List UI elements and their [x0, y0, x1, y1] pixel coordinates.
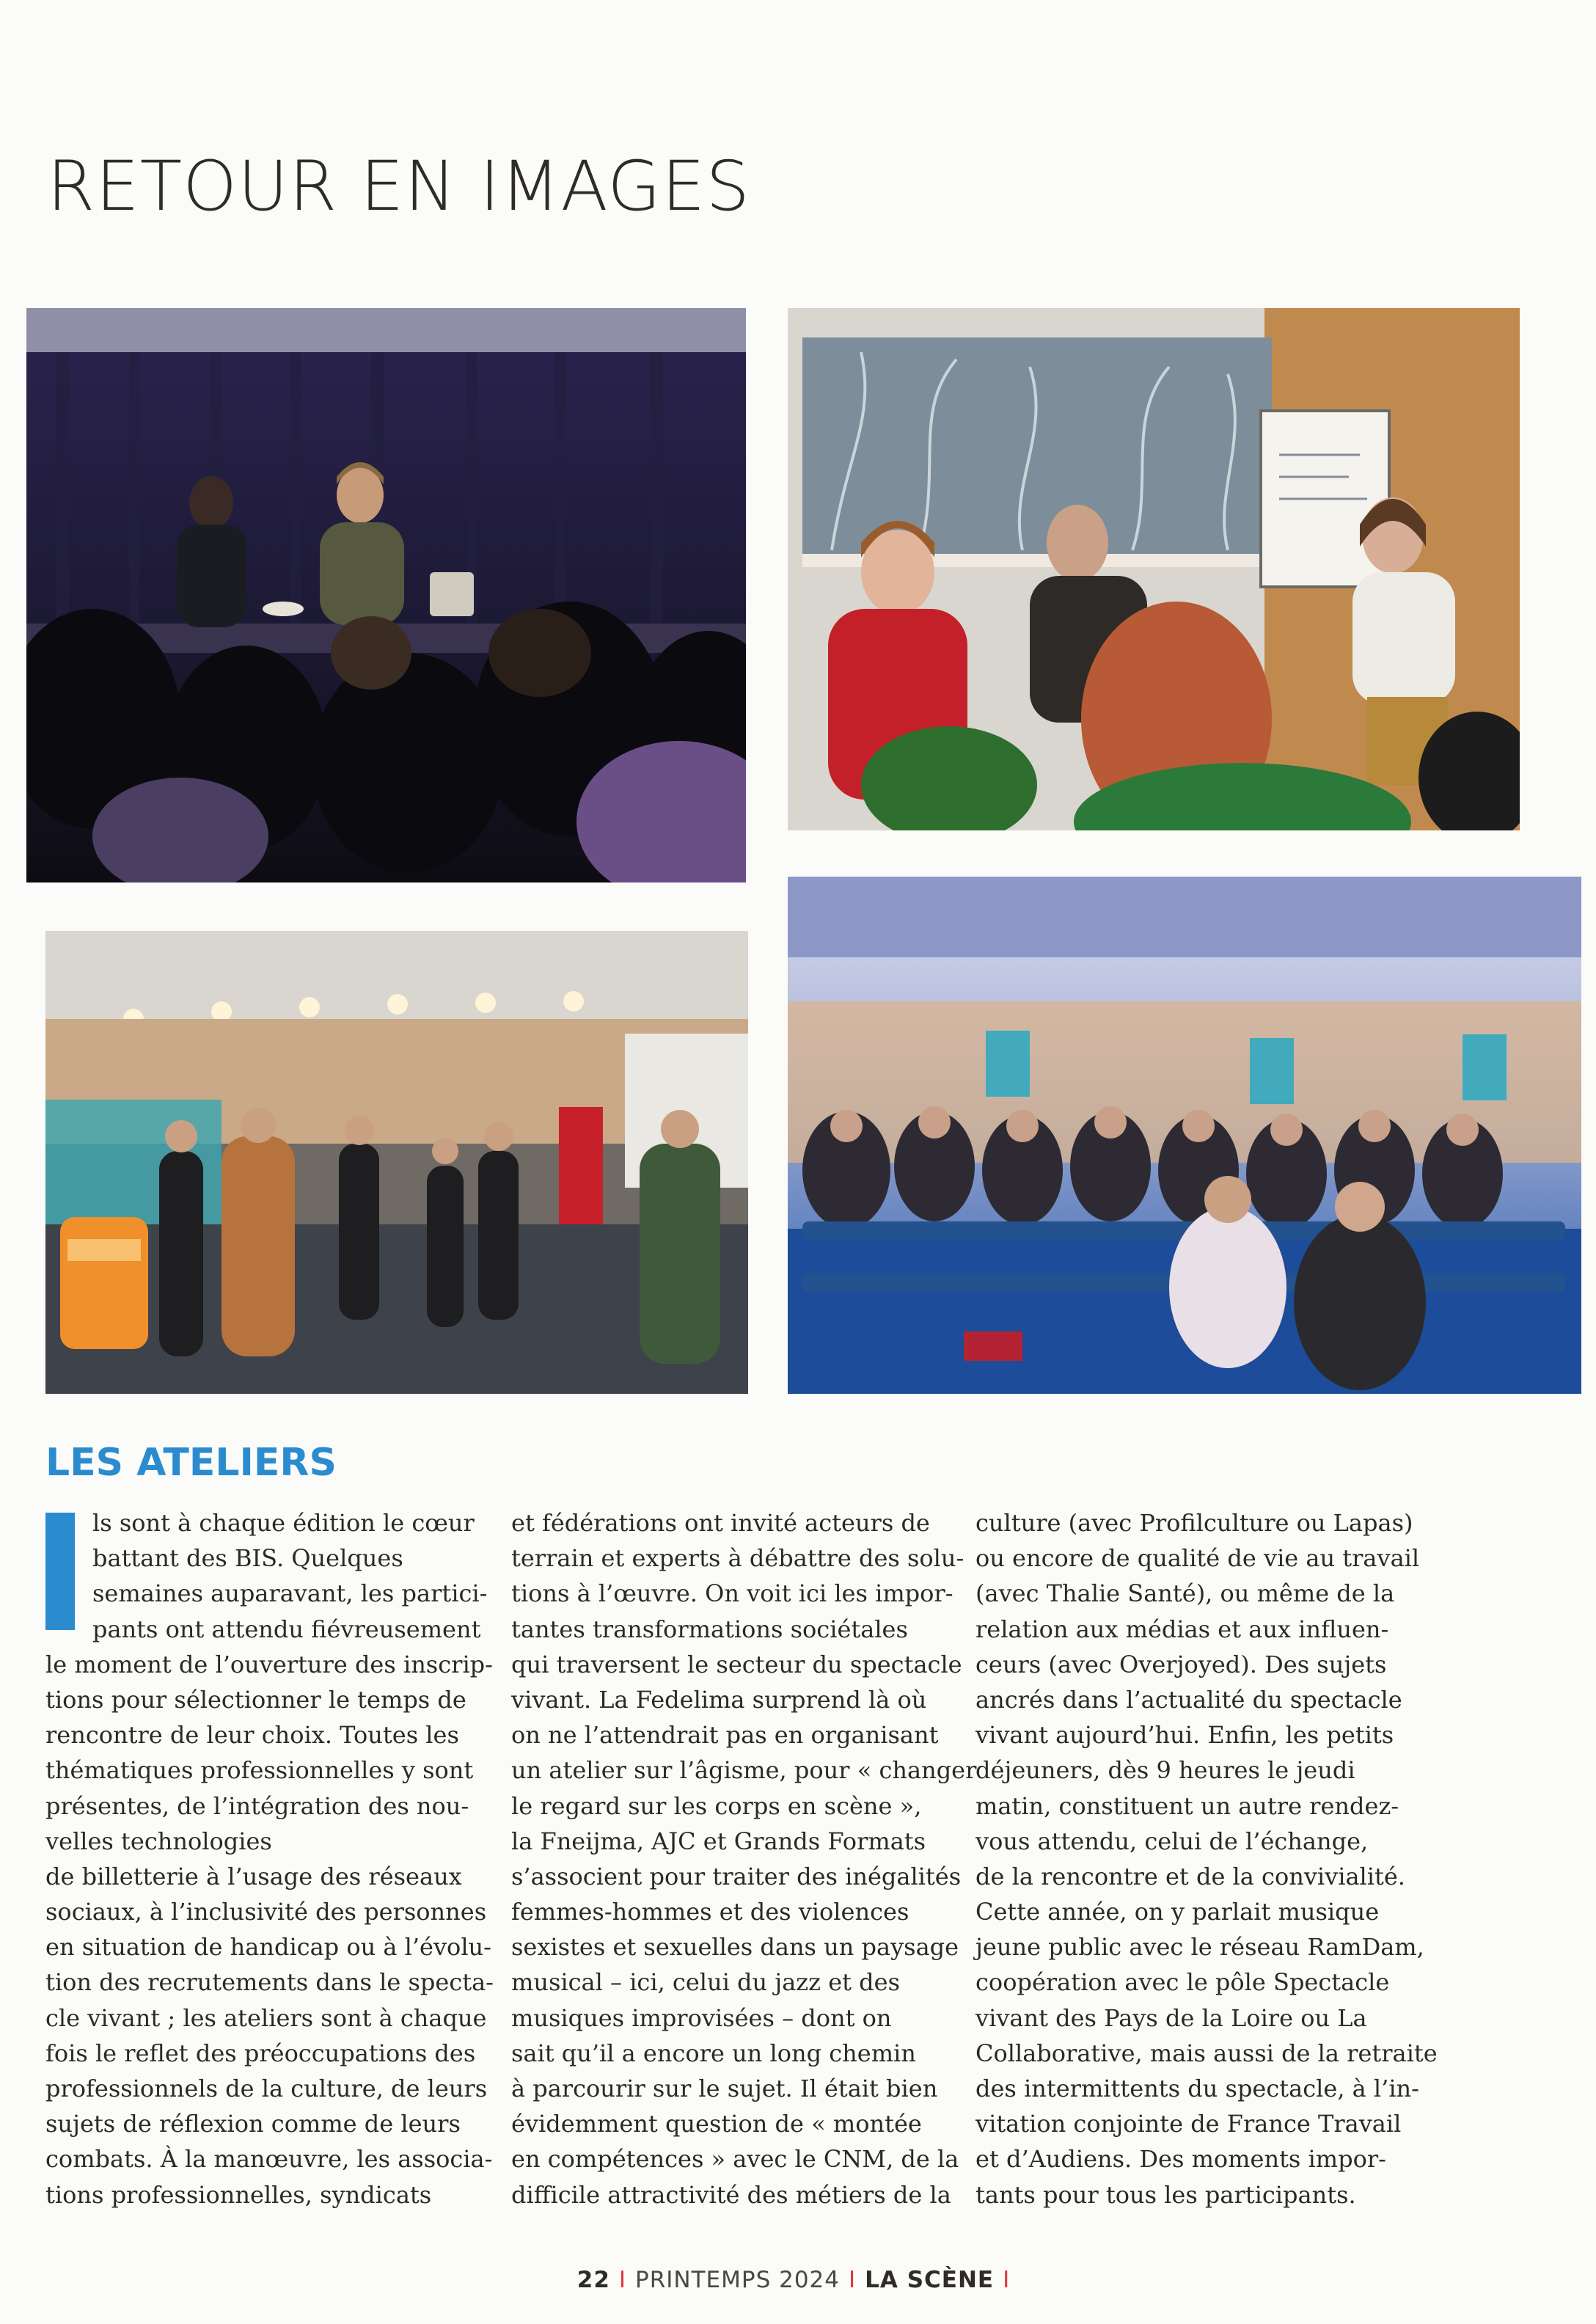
- article-line: évidemment question de « montée: [511, 2110, 922, 2138]
- article-line: en compétences » avec le CNM, de la: [511, 2145, 959, 2174]
- article-line: sexistes et sexuelles dans un paysage: [511, 1933, 959, 1962]
- article-line: terrain et experts à débattre des solu-: [511, 1544, 964, 1573]
- article-line: tions à l’œuvre. On voit ici les impor-: [511, 1579, 953, 1608]
- article-line: et d’Audiens. Des moments impor-: [975, 2145, 1386, 2174]
- issue-label: PRINTEMPS 2024: [635, 2267, 840, 2293]
- page-title: RETOUR EN IMAGES: [47, 147, 751, 227]
- article-line: sait qu’il a encore un long chemin: [511, 2039, 916, 2067]
- article-line: femmes-hommes et des violences: [511, 1898, 909, 1926]
- article-line: rencontre de leur choix. Toutes les: [45, 1721, 459, 1750]
- article-line: musiques improvisées – dont on: [511, 2003, 892, 2032]
- article-column-3: [975, 1505, 1438, 2212]
- article-line: battant des BIS. Quelques: [92, 1544, 403, 1573]
- article-line: ceurs (avec Overjoyed). Des sujets: [975, 1650, 1387, 1678]
- article-line: on ne l’attendrait pas en organisant: [511, 1721, 939, 1750]
- article-line: semaines auparavant, les partici-: [92, 1579, 488, 1608]
- photo-audience-room-image: [788, 877, 1581, 1394]
- article-line: ls sont à chaque édition le cœur: [92, 1509, 475, 1537]
- article-line: matin, constituent un autre rendez-: [975, 1791, 1399, 1820]
- article-line: déjeuners, dès 9 heures le jeudi: [975, 1756, 1355, 1785]
- article-line: tantes transformations sociétales: [511, 1615, 908, 1643]
- article-line: thématiques professionnelles y sont: [45, 1756, 474, 1785]
- article-line: tion des recrutements dans le specta-: [45, 1968, 494, 1997]
- magazine-name: LA SCÈNE: [865, 2267, 995, 2293]
- article-line: (avec Thalie Santé), ou même de la: [975, 1579, 1395, 1608]
- article-line: relation aux médias et aux influen-: [975, 1615, 1389, 1643]
- article-line: pants ont attendu fiévreusement: [92, 1615, 481, 1643]
- article-line: fois le reflet des préoccupations des: [45, 2039, 476, 2067]
- article-line: à parcourir sur le sujet. Il était bien: [511, 2075, 938, 2102]
- article-line: tants pour tous les participants.: [975, 2180, 1356, 2209]
- footer-separator: I: [618, 2267, 627, 2293]
- article-line: s’associent pour traiter des inégalités: [511, 1862, 962, 1890]
- section-title: LES ATELIERS: [45, 1441, 337, 1485]
- article-line: professionnels de la culture, de leurs: [45, 2075, 488, 2102]
- article-line: sociaux, à l’inclusivité des personnes: [45, 1898, 487, 1926]
- article-line: combats. À la manœuvre, les associa-: [45, 2145, 493, 2174]
- article-line: Collaborative, mais aussi de la retraite: [975, 2039, 1438, 2067]
- article-line: sujets de réflexion comme de leurs: [45, 2110, 461, 2138]
- article-line: ancrés dans l’actualité du spectacle: [975, 1685, 1402, 1714]
- article-line: jeune public avec le réseau RamDam,: [975, 1933, 1424, 1962]
- article-line: tions professionnelles, syndicats: [45, 2180, 432, 2209]
- article-line: de la rencontre et de la convivialité.: [975, 1862, 1405, 1890]
- article-column-2: [511, 1505, 977, 2212]
- photo-workshop-room-image: [788, 308, 1520, 830]
- page-number: 22: [576, 2267, 610, 2293]
- article-line: culture (avec Profilculture ou Lapas): [975, 1509, 1413, 1537]
- photo-audience-room: [788, 877, 1581, 1394]
- article-line: qui traversent le secteur du spectacle: [511, 1650, 962, 1678]
- article-line: ou encore de qualité de vie au travail: [975, 1544, 1420, 1573]
- article-line: musical – ici, celui du jazz et des: [511, 1968, 900, 1997]
- page-footer: [0, 2267, 1596, 2293]
- photo-panel-stage: [26, 308, 746, 883]
- photo-workshop-room: [788, 308, 1520, 830]
- article-line: tions pour sélectionner le temps de: [45, 1685, 466, 1714]
- article-line: velles technologies: [45, 1827, 272, 1855]
- footer-separator: I: [1003, 2267, 1011, 2293]
- article-line: et fédérations ont invité acteurs de: [511, 1509, 930, 1537]
- article-line: le regard sur les corps en scène »,: [511, 1791, 922, 1820]
- article-line: difficile attractivité des métiers de la: [511, 2180, 951, 2209]
- article-line: vivant aujourd’hui. Enfin, les petits: [975, 1721, 1394, 1750]
- article-line: cle vivant ; les ateliers sont à chaque: [45, 2003, 487, 2032]
- photo-networking-hall: [45, 931, 748, 1394]
- article-line: un atelier sur l’âgisme, pour « changer: [511, 1756, 977, 1785]
- article-column-1: [45, 1505, 494, 2212]
- photo-networking-hall-image: [45, 931, 748, 1394]
- footer-separator: I: [849, 2267, 857, 2293]
- article-line: en situation de handicap ou à l’évolu-: [45, 1933, 491, 1962]
- article-line: vitation conjointe de France Travail: [975, 2110, 1402, 2138]
- article-line: de billetterie à l’usage des réseaux: [45, 1862, 462, 1890]
- article-line: Cette année, on y parlait musique: [975, 1898, 1380, 1926]
- article-line: la Fneijma, AJC et Grands Formats: [511, 1827, 926, 1855]
- photo-panel-stage-image: [26, 308, 746, 883]
- article-line: le moment de l’ouverture des inscrip-: [45, 1650, 493, 1678]
- article-line: coopération avec le pôle Spectacle: [975, 1968, 1390, 1997]
- article-line: vivant des Pays de la Loire ou La: [975, 2003, 1367, 2032]
- article-line: vivant. La Fedelima surprend là où: [511, 1685, 927, 1714]
- article-line: des intermittents du spectacle, à l’in-: [975, 2075, 1419, 2102]
- article-line: présentes, de l’intégration des nou-: [45, 1791, 469, 1820]
- article-line: vous attendu, celui de l’échange,: [975, 1827, 1369, 1855]
